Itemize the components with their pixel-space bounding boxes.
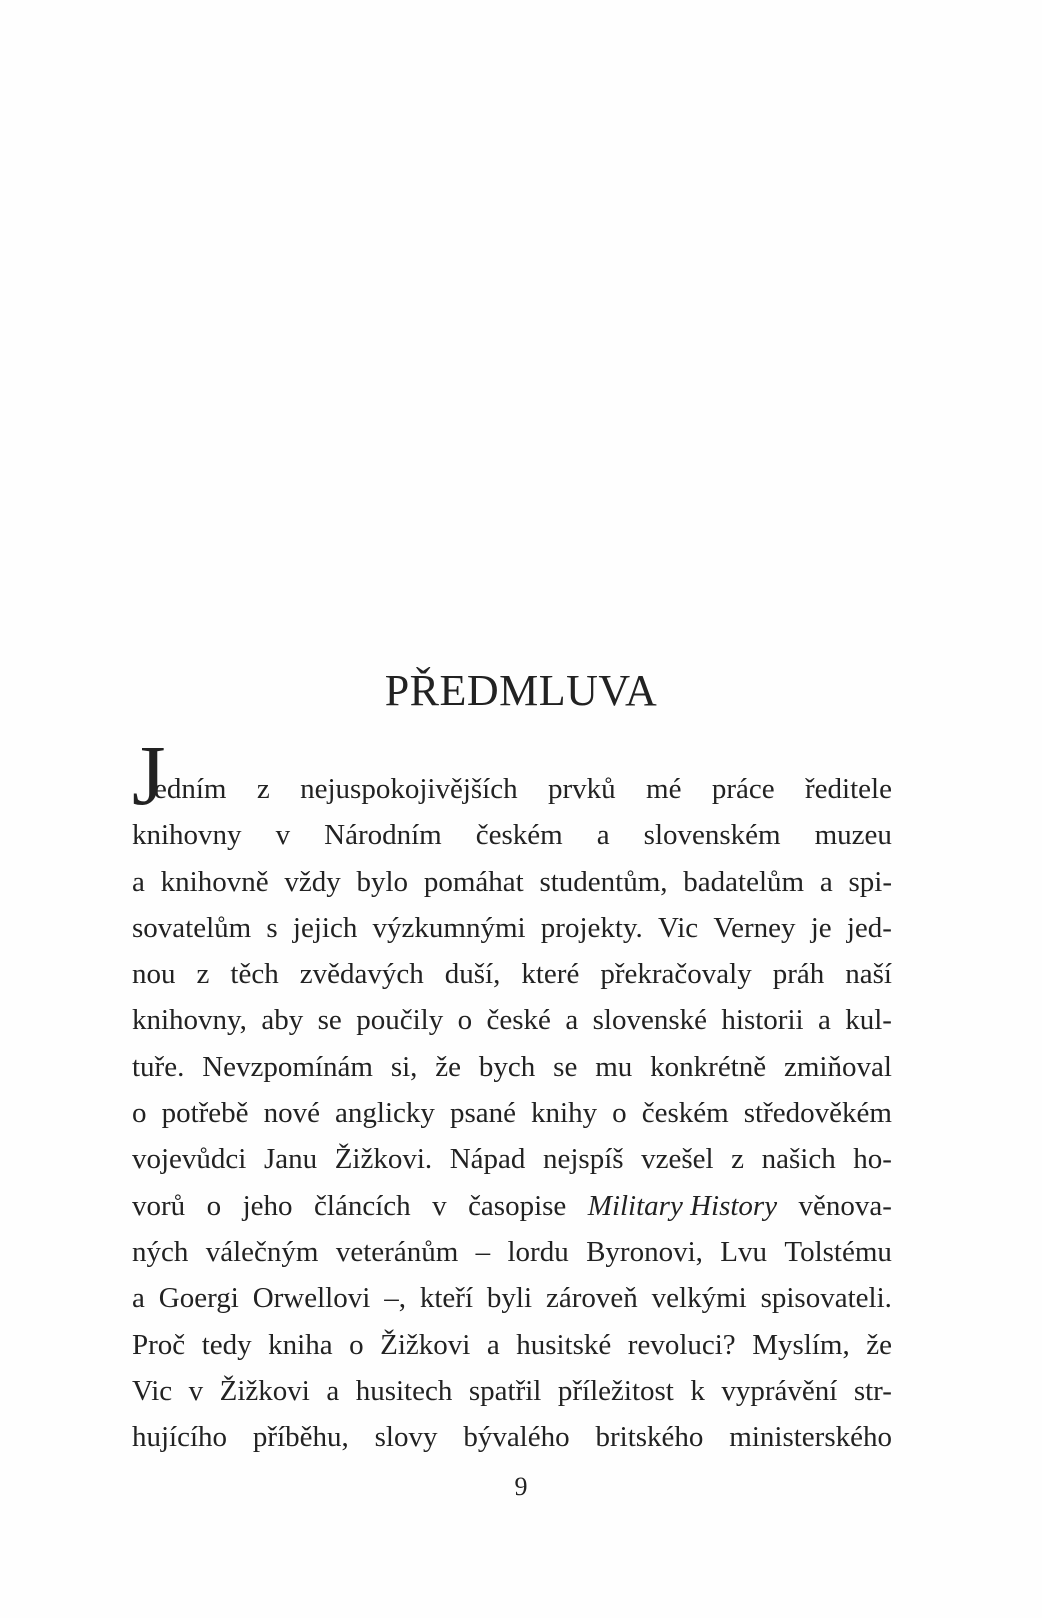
word: Goergi	[158, 1282, 239, 1315]
word: slovenské	[592, 1004, 707, 1037]
word: muzeu	[814, 819, 892, 852]
word: projekty.	[540, 911, 643, 944]
word: o	[612, 1097, 627, 1130]
word: studentům,	[539, 865, 668, 898]
word: husitech	[355, 1374, 453, 1407]
word: v	[432, 1189, 447, 1222]
body-paragraph	[132, 727, 892, 1460]
word: velkými	[651, 1282, 747, 1315]
word: výzkumnými	[372, 911, 526, 944]
text-line	[132, 1090, 892, 1136]
word: se	[317, 1004, 342, 1037]
word: zvědavých	[299, 958, 424, 991]
word: Žižkovi	[380, 1328, 471, 1361]
word: k	[690, 1374, 705, 1407]
word: ředitele	[805, 773, 892, 805]
text-line	[132, 951, 892, 997]
word: vojevůdci	[132, 1143, 247, 1176]
text-line	[132, 1136, 892, 1182]
word: psané	[449, 1097, 516, 1130]
word: těch	[230, 958, 279, 991]
word: Lvu	[720, 1235, 767, 1268]
word: knihovny,	[132, 1004, 247, 1037]
word: válečným	[205, 1235, 319, 1268]
text-line	[132, 812, 892, 858]
word: tedy	[201, 1328, 252, 1361]
text-line	[132, 1368, 892, 1414]
word: překračovaly	[600, 958, 752, 991]
word: ministerského	[729, 1421, 892, 1454]
word: anglicky	[335, 1097, 435, 1130]
word: mu	[595, 1050, 633, 1083]
word: sovatelům	[132, 911, 252, 944]
word: které	[521, 958, 580, 991]
word: naší	[845, 958, 892, 991]
word: a	[132, 1282, 145, 1315]
word: zároveň	[545, 1282, 638, 1315]
word: Nápad	[449, 1143, 526, 1176]
italic-word: Military History	[587, 1189, 778, 1222]
word: byli	[486, 1282, 533, 1315]
word: v	[188, 1374, 204, 1407]
word: zmiňoval	[784, 1050, 892, 1083]
word: –,	[384, 1282, 406, 1315]
word: bych	[478, 1050, 536, 1083]
word: historii	[721, 1004, 804, 1037]
word: že	[866, 1328, 892, 1361]
word: bývalého	[463, 1421, 570, 1454]
text-line	[132, 997, 892, 1043]
word: slovenském	[643, 819, 781, 852]
word: knihovně	[160, 865, 269, 898]
word: o	[206, 1189, 222, 1222]
word: spisovateli.	[760, 1282, 892, 1315]
word: vzešel	[641, 1143, 714, 1176]
word: Žižkovi	[219, 1374, 310, 1407]
text-line	[132, 1183, 892, 1229]
text-line	[132, 1229, 892, 1275]
word: vždy	[284, 865, 341, 898]
word: nové	[263, 1097, 320, 1130]
word: Tolstému	[784, 1235, 892, 1268]
word: je	[810, 911, 832, 944]
word: knihovny	[132, 819, 242, 852]
word: o	[349, 1328, 364, 1361]
word: práce	[711, 773, 775, 805]
word: Vic	[658, 911, 699, 944]
word: husitské	[516, 1328, 612, 1361]
word: nou	[132, 958, 176, 991]
word: příběhu,	[252, 1421, 349, 1454]
word: článcích	[314, 1189, 411, 1222]
word: Vic	[132, 1374, 173, 1407]
word: a	[326, 1374, 340, 1407]
text-line	[132, 859, 892, 905]
word: ho-	[853, 1143, 892, 1176]
word: tuře.	[132, 1050, 185, 1083]
word: věnova-	[798, 1189, 892, 1222]
word: ných	[132, 1235, 189, 1268]
word: britského	[595, 1421, 704, 1454]
word: s	[266, 911, 278, 944]
word: revoluci?	[627, 1328, 736, 1361]
word: bylo	[356, 865, 409, 898]
word: kniha	[268, 1328, 333, 1361]
word: Verney	[713, 911, 796, 944]
word: Proč	[132, 1328, 186, 1361]
word: příležitost	[557, 1374, 674, 1407]
word: aby	[261, 1004, 304, 1037]
word: poučily	[356, 1004, 444, 1037]
word: českém	[641, 1097, 729, 1130]
word: z	[731, 1143, 745, 1176]
word: o	[132, 1097, 147, 1130]
word: kteří	[419, 1282, 474, 1315]
text-line	[132, 766, 892, 812]
word: a	[486, 1328, 500, 1361]
word: české	[486, 1004, 551, 1037]
text-line	[132, 905, 892, 951]
word: Národním	[324, 819, 442, 852]
word: Orwellovi	[252, 1282, 371, 1315]
word: –	[475, 1235, 491, 1268]
word: že	[435, 1050, 462, 1083]
text-line	[132, 1414, 892, 1460]
word: Janu	[263, 1143, 318, 1176]
word: se	[553, 1050, 578, 1083]
word: pomáhat	[423, 865, 524, 898]
word: spi-	[848, 865, 892, 898]
word: badatelům	[683, 865, 805, 898]
word: duší,	[444, 958, 501, 991]
word: si,	[390, 1050, 418, 1083]
word: edním	[154, 773, 227, 805]
word: v	[275, 819, 291, 852]
word: Nevzpomínám	[202, 1050, 373, 1083]
word: z	[256, 773, 270, 805]
chapter-title: PŘEDMLUVA	[384, 666, 658, 716]
word: kul-	[845, 1004, 892, 1037]
word: spatřil	[468, 1374, 542, 1407]
word: str-	[853, 1374, 892, 1407]
word: Byronovi,	[586, 1235, 703, 1268]
word: a	[817, 1004, 831, 1037]
word: a	[596, 819, 610, 852]
text-line	[132, 1322, 892, 1368]
word: z	[196, 958, 210, 991]
word: Myslím,	[752, 1328, 850, 1361]
word: našich	[761, 1143, 836, 1176]
word: časopise	[468, 1189, 567, 1222]
drop-cap: J	[132, 727, 166, 823]
word: a	[565, 1004, 579, 1037]
word: nejuspokojivějších	[300, 773, 518, 805]
word: knihy	[531, 1097, 598, 1130]
word: prvků	[547, 773, 616, 805]
word: o	[457, 1004, 473, 1037]
text-line	[132, 1275, 892, 1321]
word: mé	[646, 773, 682, 805]
word: Žižkovi.	[334, 1143, 433, 1176]
word: středověkém	[743, 1097, 892, 1130]
word: lordu	[507, 1235, 569, 1268]
word: jed-	[846, 911, 892, 944]
word: a	[132, 865, 145, 898]
word: českém	[475, 819, 563, 852]
word: slovy	[374, 1421, 438, 1454]
word: potřebě	[161, 1097, 249, 1130]
word: práh	[772, 958, 825, 991]
word: hujícího	[132, 1421, 228, 1454]
word: konkrétně	[650, 1050, 767, 1083]
word: a	[819, 865, 833, 898]
word: nejspíš	[542, 1143, 624, 1176]
text-line	[132, 1044, 892, 1090]
page-number: 9	[514, 1472, 528, 1501]
word: jejich	[292, 911, 358, 944]
word: vorů	[132, 1189, 186, 1222]
word: vyprávění	[721, 1374, 838, 1407]
word: jeho	[242, 1189, 293, 1222]
word: veteránům	[335, 1235, 459, 1268]
